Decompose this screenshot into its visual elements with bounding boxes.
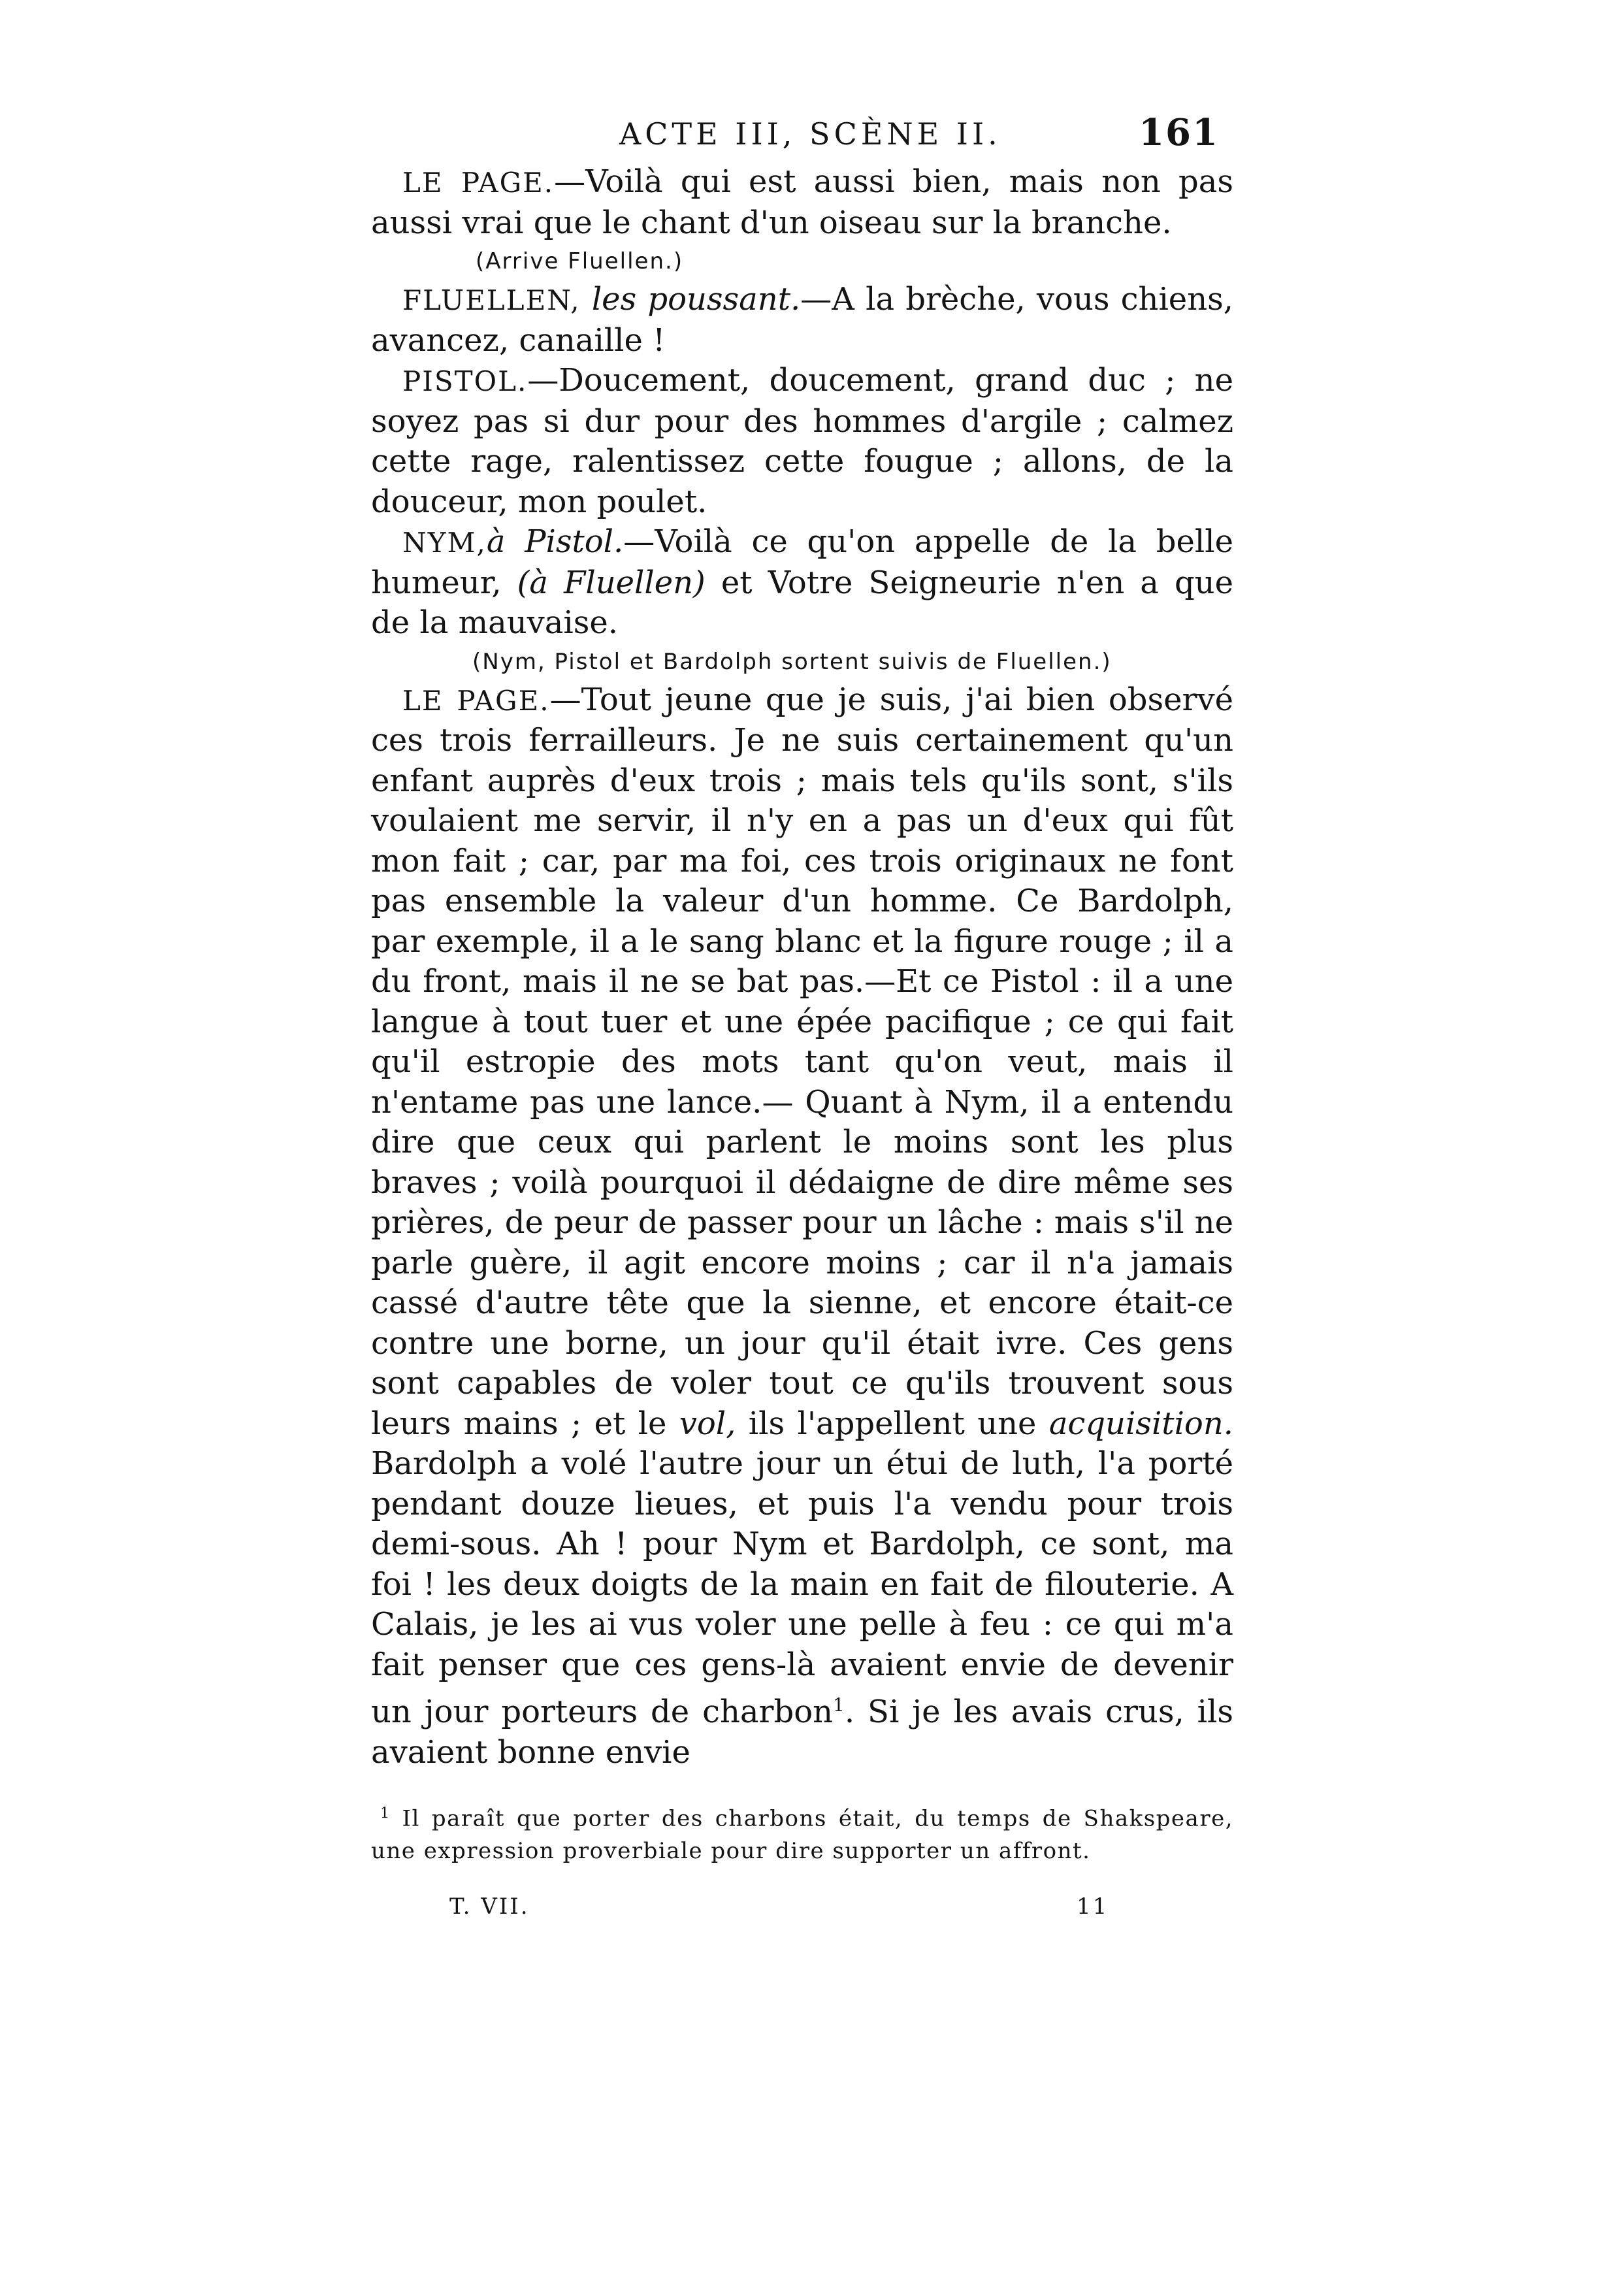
footnote bbox=[371, 1797, 1233, 1867]
footnote-reference[interactable]: 1 bbox=[833, 1694, 845, 1716]
stage-direction: (Arrive Fluellen.) bbox=[476, 248, 684, 274]
book-page bbox=[371, 111, 1233, 1929]
running-head-title: ACTE III, SCÈNE II. bbox=[619, 116, 1001, 152]
stage-direction-inline: les poussant. bbox=[591, 281, 801, 318]
page-number: 161 bbox=[1139, 111, 1219, 154]
speaker-name: LE PAGE. bbox=[402, 167, 555, 199]
speech-text: —Voilà qui est aussi bien, mais non pas aussi vrai que le chant d'un oiseau sur la branche. bbox=[371, 163, 1233, 241]
speaker-name: LE PAGE. bbox=[402, 684, 550, 717]
speech-le-page-2 bbox=[371, 680, 1233, 1773]
running-head bbox=[371, 111, 1233, 162]
stage-direction-inline: à Pistol. bbox=[486, 523, 624, 560]
speaker-name: NYM, bbox=[402, 527, 487, 559]
speech-text: —A la brèche, vous chiens, avancez, canaille ! bbox=[371, 281, 1234, 359]
signature-mark: 11 bbox=[1077, 1893, 1109, 1920]
volume-mark: T. VII. bbox=[449, 1893, 530, 1920]
speech-le-page-1 bbox=[371, 162, 1233, 243]
speech-pistol bbox=[371, 361, 1233, 522]
stage-direction: (Nym, Pistol et Bardolph sortent suivis de Fluellen.) bbox=[472, 648, 1112, 675]
footnote-text: Il paraît que porter des charbons était, du temps de Shakspeare, une expression proverbiale pour dire supporter un affront. bbox=[371, 1805, 1233, 1865]
speech-text: Bardolph a volé l'autre jour un étui de luth, l'a porté pendant douze lieues, et puis l'a vendu pour trois demi-sous. Ah ! pour Nym et Bardolph, ce sont, ma foi ! les deux doigts de la main en fait de filouterie. A Calais, je les ai vus voler une pelle à feu : ce qui m'a fait penser que ces gens-là avaient envie de devenir un jour porteurs de charbon bbox=[371, 1445, 1233, 1730]
italic-word: acquisition. bbox=[1048, 1405, 1233, 1442]
speech-text: ils l'appellent une bbox=[748, 1405, 1037, 1442]
speaker-name: PISTOL. bbox=[402, 365, 528, 397]
italic-word: vol, bbox=[679, 1405, 736, 1442]
speech-text: —Tout jeune que je suis, j'ai bien observé ces trois ferrailleurs. Je ne suis certainement qu'un enfant auprès d'eux trois ; mais tels qu'ils sont, s'ils voulaient me servir, il n'y en a pas un d'eux qui fût mon fait ; car, par ma foi, ces trois originaux ne font pas ensemble la valeur d'un homme. Ce Bardolph, par exemple, il a le sang blanc et la figure rouge ; il a du front, mais il ne se bat pas.—Et ce Pistol : il a une langue à tout tuer et une épée pacifique ; ce qui fait qu'il estropie des mots tant qu'on veut, mais il n'entame pas une lance.— Quant à Nym, il a entendu dire que ceux qui parlent le moins sont les plus braves ; voilà pourquoi il dédaigne de dire même ses prières, de peur de passer pour un lâche : mais s'il ne parle guère, il agit encore moins ; car il n'a jamais cassé d'autre tête que la sienne, et encore était-ce contre une borne, un jour qu'il était ivre. Ces gens sont capables de voler tout ce qu'ils trouvent sous leurs mains ; et le bbox=[371, 681, 1233, 1442]
speech-text: —Doucement, doucement, grand duc ; ne soyez pas si dur pour des hommes d'argile ; calmez cette rage, ralentissez cette fougue ; allons, de la douceur, mon poulet. bbox=[371, 362, 1233, 520]
speech-text: . Si je les avais crus, ils avaient bonne envie bbox=[371, 1694, 1233, 1771]
speaker-name: FLUELLEN, bbox=[402, 284, 581, 316]
speech-text: et Votre Seigneurie n'en a que de la mauvaise. bbox=[371, 564, 1233, 641]
speech-fluellen bbox=[371, 280, 1233, 361]
speech-nym bbox=[371, 522, 1233, 644]
speech-text: —Voilà ce qu'on appelle de la belle humeur, bbox=[371, 523, 1234, 601]
signature-line bbox=[371, 1890, 1233, 1929]
stage-direction-inline: (à Fluellen) bbox=[517, 564, 706, 601]
footnote-marker: 1 bbox=[380, 1805, 391, 1822]
